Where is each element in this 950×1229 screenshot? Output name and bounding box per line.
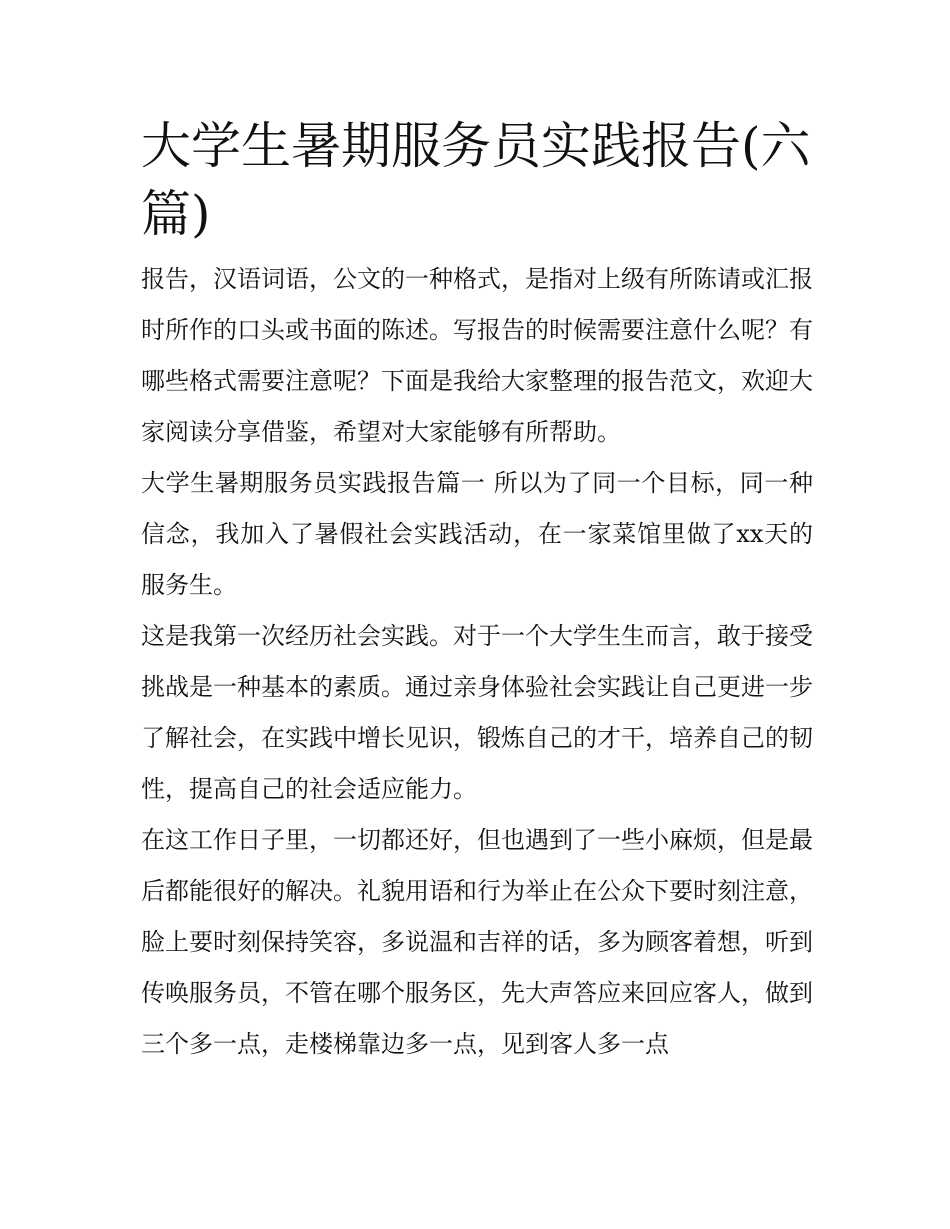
paragraph-section-one: 大学生暑期服务员实践报告篇一 所以为了同一个目标，同一种信念，我加入了暑假社会实践活动，在一家菜馆里做了xx天的服务生。 — [141, 469, 813, 599]
paragraph-experience: 这是我第一次经历社会实践。对于一个大学生生而言，敢于接受挑战是一种基本的素质。通过亲身体验社会实践让自己更进一步了解社会，在实践中增长见识，锻炼自己的才干，培养自己的韧性，提高自己的社会适应能力。 — [141, 622, 813, 803]
document-body — [141, 112, 813, 1070]
document-title: 大学生暑期服务员实践报告(六篇) — [141, 117, 811, 243]
paragraph-work-days: 在这工作日子里，一切都还好，但也遇到了一些小麻烦，但是最后都能很好的解决。礼貌用语和行为举止在公众下要时刻注意，脸上要时刻保持笑容，多说温和吉祥的话，多为顾客着想，听到传唤服务员，不管在哪个服务区，先大声答应来回应客人，做到三个多一点，走楼梯靠边多一点，见到客人多一点 — [141, 826, 813, 1058]
paragraph-intro: 报告，汉语词语，公文的一种格式，是指对上级有所陈请或汇报时所作的口头或书面的陈述。写报告的时候需要注意什么呢？有哪些格式需要注意呢？下面是我给大家整理的报告范文，欢迎大家阅读分享借鉴，希望对大家能够有所帮助。 — [141, 265, 813, 446]
